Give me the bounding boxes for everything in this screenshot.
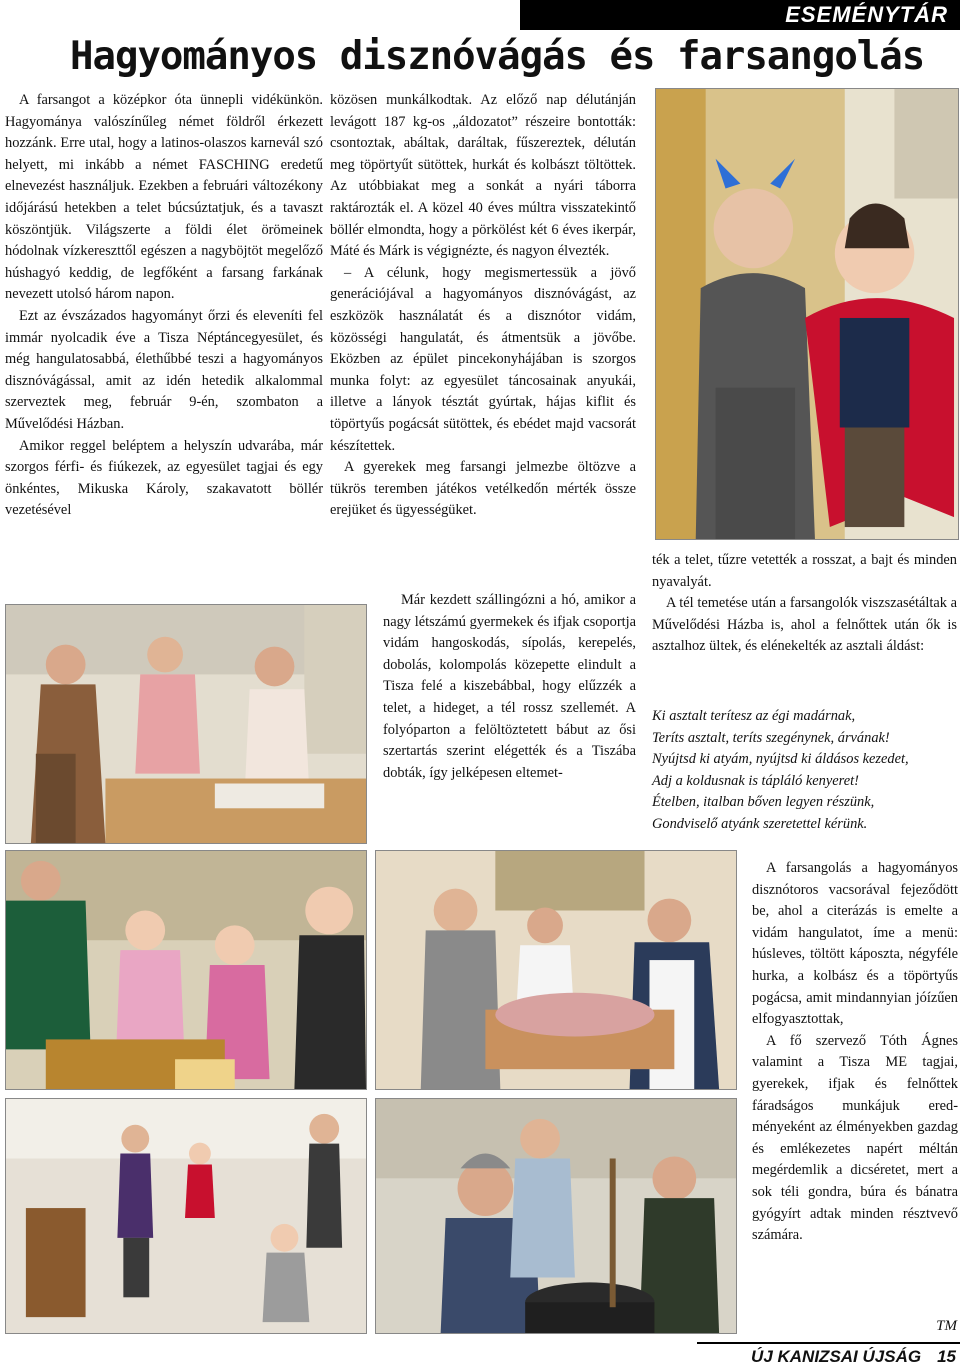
paragraph: ték a telet, tűzre vetették a rosszat, a bajt és minden nyavalyát. — [652, 552, 957, 590]
paragraph: A farsangot a középkor óta ünnepli vidékünkön. Hagyománya valószínűleg német földről érkezett hozzánk. Erre utal, hogy a latinos-olaszos karnevál szó helyett, mi inkább a német FASCHING eredetű elnevezést használjuk. Ezekben a februári változékony időjárású hetekben a telet búcsúztatjuk, és a tavaszt köszöntjük. Világszerte a földi élet örömeinek hódolnak vízkereszttől egészen a nagyböjtöt megelőző húshagyó keddig, de legfőként a farsang farkának nevezett utolsó három napon. — [5, 92, 323, 303]
cauldron-stirring-photo — [375, 1098, 737, 1334]
footer-rule — [697, 1342, 960, 1344]
poem-line: Teríts asztalt, teríts szegénynek, árvának! — [652, 729, 890, 746]
children-games-photo — [5, 1098, 367, 1334]
poem-line: Nyújtsd ki atyám, nyújtsd ki áldásos kezedet, — [652, 751, 909, 768]
page-footer — [697, 1346, 960, 1368]
paragraph: A farsangolás a hagyományos disznótoros vacsorával fejeződött be, ahol a citerázás is emelte a vidám hangulatot, íme a menü: húsleves, töltött káposzta, négyféle hurka, a kolbász és a töpörtyűs pogácsa, amit mindannyian jóízűen elfogyasztottak, — [752, 860, 958, 1028]
costumed-children-photo — [655, 88, 959, 540]
poem-line: Ki asztalt terítesz az égi madárnak, — [652, 708, 856, 724]
section-tag: ESEMÉNYTÁR — [520, 0, 960, 30]
author-signature: TM — [936, 1318, 957, 1334]
publication-name: ÚJ KANIZSAI ÚJSÁG — [751, 1347, 922, 1366]
kitchen-cooks-photo — [5, 604, 367, 844]
girls-making-pasta-photo — [5, 850, 367, 1090]
article-column-2 — [330, 90, 636, 590]
paragraph: – A célunk, hogy megismertessük a jövő generációjával a hagyományos disznóvágást, az eszközök használatát és a disznótor vidám, közösségi hangulatát, és átmentsük a jövőbe. Eközben az épület pincekonyhájában is szorgos munka folyt: az egyesület táncosainak anyukái, illetve a lányok tésztát gyúrtak, hájas kiflit és töpörtyűs pogácsát sütöttek, és ebédet majd vacsorát készítettek. — [330, 264, 636, 454]
paragraph: közösen munkálkodtak. Az előző nap délutánján levágott 187 kg-os „áldozatot” részeire bontották: csontoztak, abáltak, daráltak, fűszereztek, délután meg töpörtyűt sütöttek, hurkát és kolbászt töltöttek. Az utóbbiakat meg a sonkát a nyári táborra raktározták el. A közel 40 éves múltra visszatekintő böllér elmondta, hogy a pörkölést két 6 éves ikerpár, Máté és Márk is végignézte, és nagyon élvezték. — [330, 92, 636, 260]
headline: Hagyományos disznóvágás és farsangolás — [70, 34, 925, 79]
paragraph: Amikor reggel beléptem a helyszín udvarába, már szorgos férfi- és fiúkezek, az egyesület tagjai és egy önkéntes, Mikuska Károly, szakavatott böllér vezetésével — [5, 437, 323, 519]
article-column-1 — [5, 90, 323, 590]
paragraph: Már kezdett szállingózni a hó, amikor a nagy létszámú gyermekek és ifjak csoportja vidám hangoskodás, sípolás, kerepelés, dobolás, kolompolás közepette elindult a Tisza felé a kiszebábbal, hogy elűzzék a telet, a hideget, a tél rossz szellemét. A folyóparton a felöltöztetett bábut az ősi szertartás szerint elégették és a Tiszába dobták, így jelképesen eltemet- — [383, 592, 636, 781]
paragraph: A gyerekek meg farsangi jelmezbe öltözve a tükrös teremben játékos vetélkedőn mérték össze erejüket és ügyességüket. — [330, 459, 636, 519]
poem-line: Adj a koldusnak is tápláló kenyeret! — [652, 772, 859, 789]
poem-line: Gondviselő atyánk szeretettel kérünk. — [652, 815, 868, 832]
article-column-3 — [652, 550, 957, 690]
paragraph: Ezt az évszázados hagyományt őrzi és eleveníti fel immár nyolcadik éve a Tisza Néptáncegyesület, és még hangulatosabbá, élethűbbé teszi a hagyományos disznóvágással, amit az idén hetedik alkalommal szerveztek meg, február 9-én, szombaton a Művelődési Házban. — [5, 307, 323, 432]
table-blessing-poem — [652, 706, 957, 836]
paragraph: A fő szervező Tóth Ágnes valamint a Tisza ME tagjai, gyerekek, ifjak és felnőttek fáradságos munkájuk eredményeként az élményekben gazdag és emlékezetes napért méltán megérdemlik a dicséretet, mert a sok téli gondra, búra és bánatra gyógyírt adtak minden résztvevő számára. — [752, 1032, 958, 1244]
article-column-4 — [752, 858, 958, 1320]
page-number: 15 — [937, 1347, 956, 1366]
poem-line: Ételben, italban bőven legyen részünk, — [652, 794, 875, 811]
article-column-2-continued — [383, 590, 636, 830]
paragraph: A tél temetése után a farsangolók viszszasétáltak a Művelődési Házba is, ahol a felnőttek után ők is asztalhoz ültek, és elénekelték az asztali áldást: — [652, 595, 957, 655]
butchering-pork-photo — [375, 850, 737, 1090]
